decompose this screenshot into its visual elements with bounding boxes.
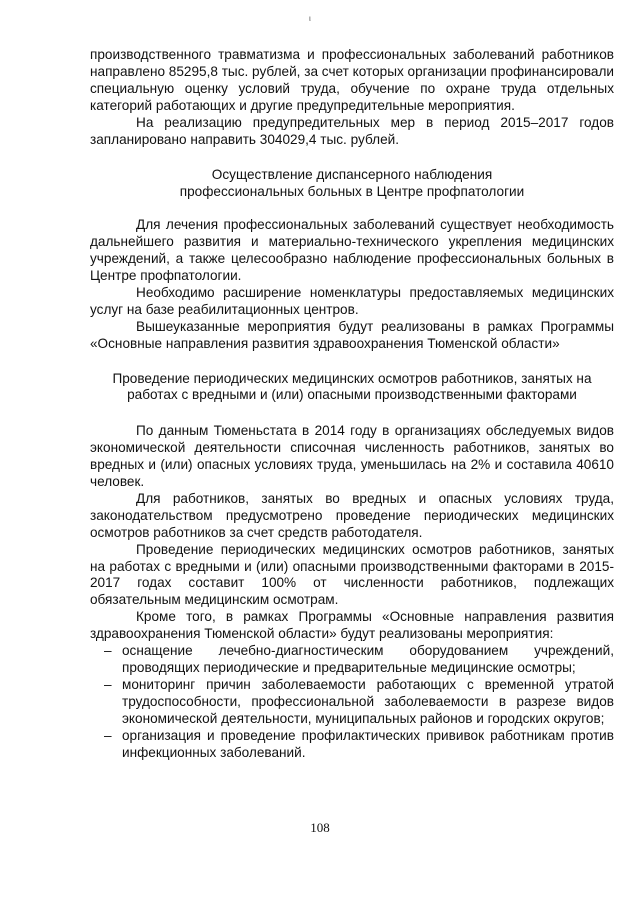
list-item <box>90 643 614 677</box>
paragraph: Для работников, занятых во вредных и опасных условиях труда, законодательством предусмотрено проведение периодических медицинских осмотров работников за счет средств работодателя. <box>90 490 614 540</box>
list-item-text: мониторинг причин заболеваемости работающих с временной утратой трудоспособности, профессиональной заболеваемости в разрезе видов экономической деятельности, муниципальных районов и городских округов; <box>122 676 614 726</box>
measures-list <box>90 643 614 761</box>
section-heading-line: Осуществление диспансерного наблюдения <box>211 167 493 183</box>
section-heading-line: работах с вредными и (или) опасными производственными факторами <box>127 387 577 403</box>
page-content <box>90 47 614 761</box>
list-item <box>90 728 614 762</box>
list-item-text: оснащение лечебно-диагностическим оборудованием учреждений, проводящих периодические и предварительные медицинские осмотры; <box>122 643 614 675</box>
paragraph: Кроме того, в рамках Программы «Основные направления развития здравоохранения Тюменской области» будут реализованы мероприятия: <box>90 609 614 642</box>
page-number: 108 <box>310 820 330 835</box>
section-heading-line: Проведение периодических медицинских осмотров работников, занятых на <box>112 370 592 386</box>
dash-marker: – <box>104 643 112 659</box>
paragraph: По данным Тюменьстата в 2014 году в организациях обследуемых видов экономической деятельности списочная численность работников, занятых во вредных и (или) опасных условиях труда, уменьшилась на 2% и составила 40610 человек. <box>90 423 614 490</box>
paragraph: производственного травматизма и профессиональных заболеваний работников направлено 85295,8 тыс. рублей, за счет которых организации профинансировали специальную оценку условий труда, обучение по охране труда отдельных категорий работающих и другие предупредительные мероприятия. <box>90 47 615 113</box>
paragraph: На реализацию предупредительных мер в период 2015–2017 годов запланировано направить 304029,4 тыс. рублей. <box>90 114 614 147</box>
paragraph: Вышеуказанные мероприятия будут реализованы в рамках Программы «Основные направления развития здравоохранения Тюменской области» <box>90 318 614 351</box>
paragraph: Проведение периодических медицинских осмотров работников, занятых на работах с вредными и (или) опасными производственными факторами в 2015-2017 годах составит 100% от численности работников, подлежащих обязательным медицинским осмотрам. <box>90 541 614 608</box>
section-heading <box>90 167 614 201</box>
dash-marker: – <box>104 676 112 692</box>
paragraph: Необходимо расширение номенклатуры предоставляемых медицинских услуг на базе реабилитационных центров. <box>90 284 614 317</box>
list-item-text: организация и проведение профилактических прививок работникам против инфекционных заболеваний. <box>122 727 614 760</box>
paragraph: Для лечения профессиональных заболеваний существует необходимость дальнейшего развития и материально-технического укрепления медицинских учреждений, а также целесообразно наблюдение профессиональных больных в Центре профпатологии. <box>90 217 614 283</box>
dash-marker: – <box>104 727 112 743</box>
section-heading <box>90 371 614 405</box>
list-item <box>90 677 614 728</box>
section-heading-line: профессиональных больных в Центре профпатологии <box>179 184 525 200</box>
scan-mark: ι <box>309 14 311 23</box>
